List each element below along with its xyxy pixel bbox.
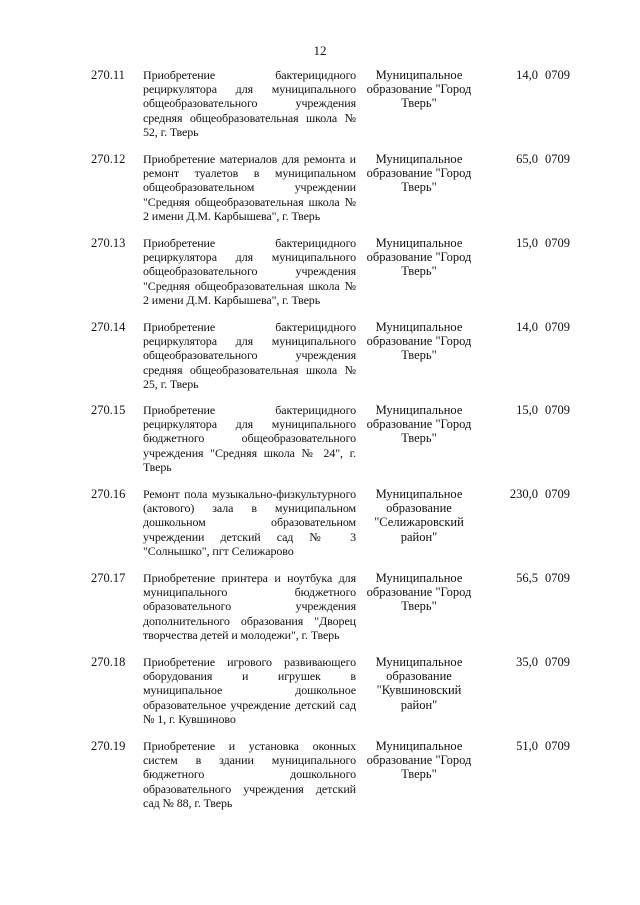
row-description: Приобретение игрового развивающего оборудования и игрушек в муниципальное дошкольное образовательное учреждение детский сад № 1, г. Кувшиново bbox=[143, 655, 356, 726]
row-amount: 14,0 bbox=[516, 68, 538, 82]
row-code: 0709 bbox=[545, 571, 570, 585]
row-number: 270.11 bbox=[91, 68, 125, 82]
row-code: 0709 bbox=[545, 739, 570, 753]
row-description: Приобретение бактерицидного рециркулятора для муниципального общеобразовательного учреждения средняя общеобразовательная школа № 52, г. Тверь bbox=[143, 68, 356, 139]
row-description: Приобретение бактерицидного рециркулятора для муниципального бюджетного общеобразовательного учреждения "Средняя школа № 24", г. Тверь bbox=[143, 403, 356, 474]
page-number: 12 bbox=[313, 43, 327, 58]
row-amount: 51,0 bbox=[516, 739, 538, 753]
row-code: 0709 bbox=[545, 152, 570, 166]
row-amount: 56,5 bbox=[516, 571, 538, 585]
row-number: 270.18 bbox=[91, 655, 126, 669]
row-description: Приобретение принтера и ноутбука для муниципального бюджетного образовательного учреждения дополнительного образования "Дворец творчества детей и молодежи", г. Тверь bbox=[143, 571, 356, 642]
row-amount: 14,0 bbox=[516, 320, 538, 334]
row-number: 270.19 bbox=[91, 739, 126, 753]
row-description: Приобретение бактерицидного рециркулятора для муниципального общеобразовательного учреждения "Средняя общеобразовательная школа № 2 имени Д.М. Карбышева", г. Тверь bbox=[143, 236, 356, 307]
row-municipality: Муниципальное образование "Селижаровский район" bbox=[374, 487, 464, 544]
row-amount: 35,0 bbox=[516, 655, 538, 669]
row-municipality: Муниципальное образование "Город Тверь" bbox=[366, 152, 472, 195]
row-number: 270.15 bbox=[91, 403, 126, 417]
row-number: 270.17 bbox=[91, 571, 126, 585]
row-municipality: Муниципальное образование "Город Тверь" bbox=[366, 320, 472, 363]
row-description: Ремонт пола музыкально-физкультурного (актового) зала в муниципальном дошкольном образовательном учреждении детский сад № 3 "Солнышко", пгт Селижарово bbox=[143, 487, 356, 558]
row-municipality: Муниципальное образование "Город Тверь" bbox=[366, 68, 472, 111]
row-code: 0709 bbox=[545, 655, 570, 669]
row-municipality: Муниципальное образование "Город Тверь" bbox=[366, 739, 472, 782]
row-code: 0709 bbox=[545, 487, 570, 501]
row-number: 270.16 bbox=[91, 487, 126, 501]
row-code: 0709 bbox=[545, 403, 570, 417]
row-municipality: Муниципальное образование "Город Тверь" bbox=[366, 571, 472, 614]
row-amount: 230,0 bbox=[509, 487, 538, 501]
row-code: 0709 bbox=[545, 320, 570, 334]
row-municipality: Муниципальное образование "Город Тверь" bbox=[366, 403, 472, 446]
row-number: 270.14 bbox=[91, 320, 126, 334]
row-code: 0709 bbox=[545, 236, 570, 250]
row-number: 270.13 bbox=[91, 236, 126, 250]
row-amount: 65,0 bbox=[516, 152, 538, 166]
row-municipality: Муниципальное образование "Город Тверь" bbox=[366, 236, 472, 279]
row-description: Приобретение бактерицидного рециркулятора для муниципального общеобразовательного учреждения средняя общеобразовательная школа № 25, г. Тверь bbox=[143, 320, 356, 391]
row-description: Приобретение материалов для ремонта и ремонт туалетов в муниципальном общеобразовательном учреждении "Средняя общеобразовательная школа № 2 имени Д.М. Карбышева", г. Тверь bbox=[143, 152, 356, 223]
row-code: 0709 bbox=[545, 68, 570, 82]
row-description: Приобретение и установка оконных систем в здании муниципального бюджетного дошкольного образовательного учреждения детский сад № 88, г. Тверь bbox=[143, 739, 356, 810]
row-amount: 15,0 bbox=[516, 236, 538, 250]
row-amount: 15,0 bbox=[516, 403, 538, 417]
row-number: 270.12 bbox=[91, 152, 126, 166]
row-municipality: Муниципальное образование "Кувшиновский район" bbox=[375, 655, 463, 712]
